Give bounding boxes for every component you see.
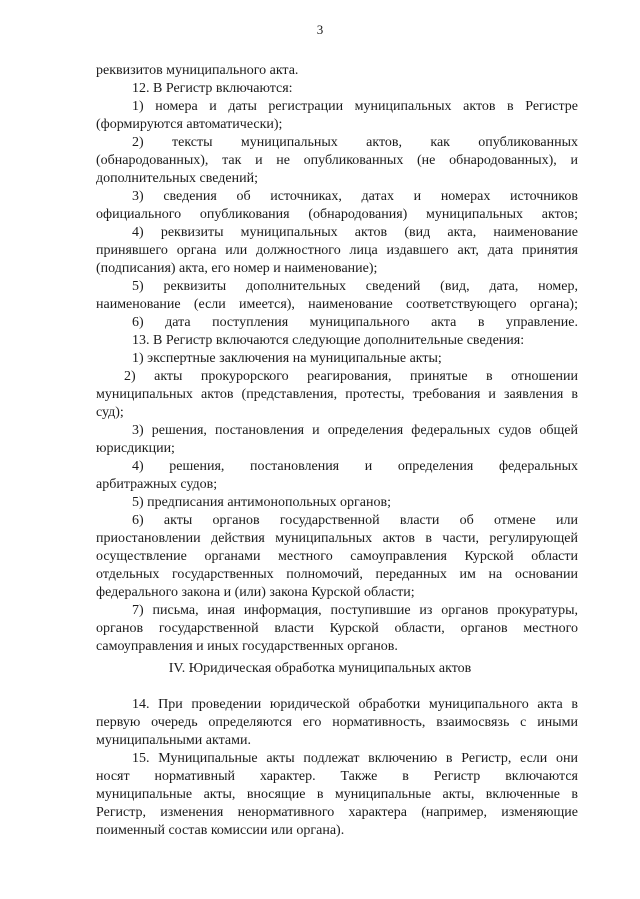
text-line: 3) сведения об источниках, датах и номерах источников: [132, 189, 578, 204]
text-line: дополнительных сведений;: [96, 171, 258, 186]
text-line: федерального закона и (или) закона Курской области;: [96, 585, 415, 600]
text-line: принявшего органа или должностного лица издавшего акт, дата принятия: [96, 243, 578, 258]
section-heading: IV. Юридическая обработка муниципальных актов: [168, 661, 472, 676]
text-line: поименный состав комиссии или органа).: [96, 823, 345, 838]
text-line: реквизитов муниципального акта.: [96, 63, 299, 78]
text-line: 2) тексты муниципальных актов, как опубликованных: [132, 135, 578, 150]
text-line: Регистр, изменения ненормативного характера (например, изменяющие: [96, 805, 578, 820]
text-line: 7) письма, иная информация, поступившие из органов прокуратуры,: [132, 603, 578, 618]
text-line: 6) дата поступления муниципального акта в управление.: [132, 315, 578, 330]
text-line: 1) экспертные заключения на муниципальные акты;: [132, 351, 442, 366]
text-line: 5) реквизиты дополнительных сведений (вид, дата, номер,: [132, 279, 578, 294]
text-line: 2) акты прокурорского реагирования, принятые в отношении: [124, 369, 578, 384]
text-line: (подписания) акта, его номер и наименование);: [96, 261, 378, 276]
text-line: 4) реквизиты муниципальных актов (вид акта, наименование: [132, 225, 578, 240]
text-line: 5) предписания антимонопольных органов;: [132, 495, 392, 510]
page-number: 3: [316, 22, 324, 37]
text-line: официального опубликования (обнародования) муниципальных актов;: [96, 207, 578, 222]
text-line: 3) решения, постановления и определения федеральных судов общей: [132, 423, 578, 438]
text-line: приостановлении действия муниципальных актов в части, регулирующей: [96, 531, 578, 546]
text-line: осуществление органами местного самоуправления Курской области: [96, 549, 578, 564]
text-line: муниципальных актов (представления, протесты, требования и заявления в: [96, 387, 578, 402]
text-line: юрисдикции;: [96, 441, 175, 456]
text-line: 14. При проведении юридической обработки муниципального акта в: [132, 697, 578, 712]
text-line: 15. Муниципальные акты подлежат включению в Регистр, если они: [132, 751, 578, 766]
text-line: наименование (если имеется), наименование соответствующего органа);: [96, 297, 578, 312]
text-line: 12. В Регистр включаются:: [132, 81, 293, 96]
text-line: 1) номера и даты регистрации муниципальных актов в Регистре: [132, 99, 578, 114]
text-line: (формируются автоматически);: [96, 117, 283, 132]
text-line: носят нормативный характер. Также в Регистр включаются: [96, 769, 578, 784]
text-line: органов государственной власти Курской области, органов местного: [96, 621, 578, 636]
text-line: муниципальные акты, вносящие в муниципальные акты, включенные в: [96, 787, 578, 802]
text-line: муниципальными актами.: [96, 733, 251, 748]
text-line: суд);: [96, 405, 124, 420]
text-line: первую очередь определяются его нормативность, взаимосвязь с иными: [96, 715, 578, 730]
text-line: 4) решения, постановления и определения федеральных: [132, 459, 578, 474]
text-line: (обнародованных), так и не опубликованных (не обнародованных), и: [96, 153, 578, 168]
text-line: арбитражных судов;: [96, 477, 218, 492]
text-line: отдельных государственных полномочий, переданных им на основании: [96, 567, 578, 582]
text-line: 6) акты органов государственной власти об отмене или: [132, 513, 578, 528]
text-line: самоуправления и иных государственных органов.: [96, 639, 398, 654]
text-line: 13. В Регистр включаются следующие дополнительные сведения:: [132, 333, 525, 348]
